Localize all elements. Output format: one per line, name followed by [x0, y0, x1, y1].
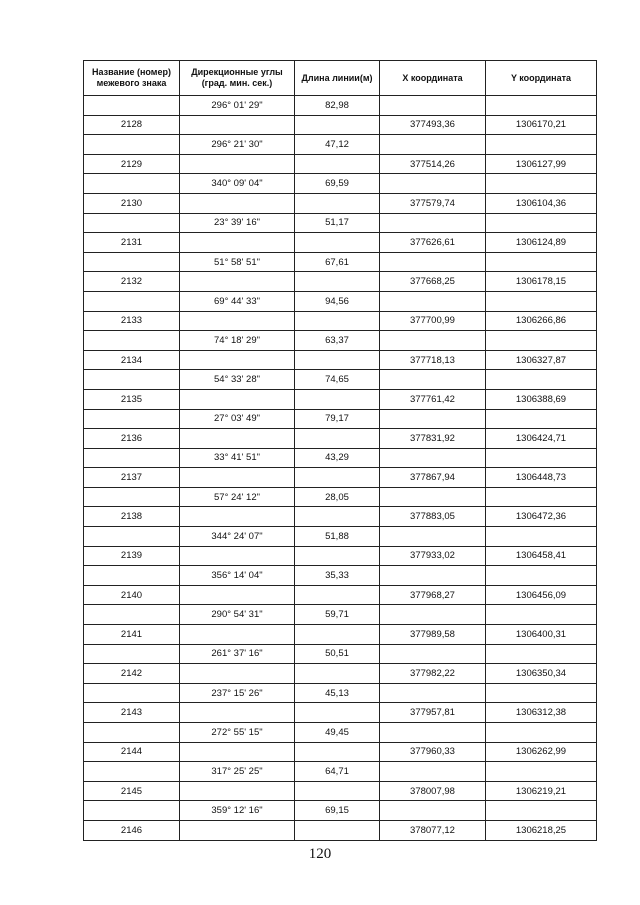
line-length-cell: 59,71 — [295, 605, 380, 625]
marker-name-cell — [84, 409, 180, 429]
x-coordinate-cell: 377867,94 — [380, 468, 486, 488]
line-length-cell: 28,05 — [295, 487, 380, 507]
line-length-cell — [295, 781, 380, 801]
y-coordinate-cell — [486, 174, 597, 194]
x-coordinate-cell — [380, 448, 486, 468]
marker-name-cell: 2139 — [84, 546, 180, 566]
line-length-cell — [295, 193, 380, 213]
line-length-cell — [295, 350, 380, 370]
header-x-coordinate: X координата — [380, 61, 486, 96]
direction-angle-cell: 340° 09' 04" — [180, 174, 295, 194]
y-coordinate-cell — [486, 291, 597, 311]
table-row — [84, 546, 597, 566]
y-coordinate-cell: 1306178,15 — [486, 272, 597, 292]
marker-name-cell — [84, 370, 180, 390]
x-coordinate-cell — [380, 801, 486, 821]
x-coordinate-cell: 377761,42 — [380, 389, 486, 409]
line-length-cell: 74,65 — [295, 370, 380, 390]
table-row — [84, 507, 597, 527]
table-row — [84, 781, 597, 801]
line-length-cell — [295, 703, 380, 723]
direction-angle-cell: 74° 18' 29" — [180, 331, 295, 351]
table-row — [84, 820, 597, 840]
x-coordinate-cell: 377718,13 — [380, 350, 486, 370]
y-coordinate-cell — [486, 644, 597, 664]
marker-name-cell — [84, 723, 180, 743]
line-length-cell — [295, 742, 380, 762]
table-row — [84, 605, 597, 625]
table-row — [84, 625, 597, 645]
marker-name-cell: 2146 — [84, 820, 180, 840]
direction-angle-cell: 296° 01' 29" — [180, 96, 295, 116]
table-row — [84, 252, 597, 272]
direction-angle-cell — [180, 742, 295, 762]
line-length-cell: 49,45 — [295, 723, 380, 743]
y-coordinate-cell: 1306312,38 — [486, 703, 597, 723]
line-length-cell: 51,17 — [295, 213, 380, 233]
direction-angle-cell — [180, 781, 295, 801]
line-length-cell: 47,12 — [295, 135, 380, 155]
marker-name-cell — [84, 174, 180, 194]
y-coordinate-cell — [486, 683, 597, 703]
table-row — [84, 762, 597, 782]
line-length-cell — [295, 546, 380, 566]
table-row — [84, 468, 597, 488]
marker-name-cell — [84, 252, 180, 272]
x-coordinate-cell: 377668,25 — [380, 272, 486, 292]
x-coordinate-cell — [380, 331, 486, 351]
line-length-cell: 63,37 — [295, 331, 380, 351]
line-length-cell — [295, 664, 380, 684]
x-coordinate-cell — [380, 291, 486, 311]
x-coordinate-cell — [380, 644, 486, 664]
marker-name-cell — [84, 448, 180, 468]
direction-angle-cell: 69° 44' 33" — [180, 291, 295, 311]
x-coordinate-cell — [380, 370, 486, 390]
table-row — [84, 135, 597, 155]
table-header-row — [84, 61, 597, 96]
direction-angle-cell — [180, 429, 295, 449]
line-length-cell — [295, 507, 380, 527]
table-row — [84, 272, 597, 292]
line-length-cell: 43,29 — [295, 448, 380, 468]
line-length-cell: 82,98 — [295, 96, 380, 116]
header-y-coordinate: Y координата — [486, 61, 597, 96]
table-row — [84, 742, 597, 762]
y-coordinate-cell — [486, 448, 597, 468]
y-coordinate-cell — [486, 527, 597, 547]
table-row — [84, 429, 597, 449]
line-length-cell: 79,17 — [295, 409, 380, 429]
x-coordinate-cell — [380, 566, 486, 586]
y-coordinate-cell: 1306124,89 — [486, 233, 597, 253]
marker-name-cell: 2142 — [84, 664, 180, 684]
x-coordinate-cell — [380, 409, 486, 429]
table-row — [84, 193, 597, 213]
y-coordinate-cell: 1306458,41 — [486, 546, 597, 566]
y-coordinate-cell — [486, 605, 597, 625]
line-length-cell — [295, 820, 380, 840]
x-coordinate-cell — [380, 174, 486, 194]
marker-name-cell: 2144 — [84, 742, 180, 762]
x-coordinate-cell — [380, 135, 486, 155]
direction-angle-cell — [180, 233, 295, 253]
line-length-cell — [295, 468, 380, 488]
direction-angle-cell — [180, 507, 295, 527]
y-coordinate-cell — [486, 370, 597, 390]
marker-name-cell: 2141 — [84, 625, 180, 645]
line-length-cell: 67,61 — [295, 252, 380, 272]
marker-name-cell — [84, 801, 180, 821]
table-row — [84, 331, 597, 351]
x-coordinate-cell — [380, 252, 486, 272]
line-length-cell: 69,15 — [295, 801, 380, 821]
table-row — [84, 291, 597, 311]
y-coordinate-cell: 1306388,69 — [486, 389, 597, 409]
table-row — [84, 389, 597, 409]
line-length-cell — [295, 311, 380, 331]
y-coordinate-cell — [486, 723, 597, 743]
boundary-markers-table — [83, 60, 597, 841]
y-coordinate-cell — [486, 801, 597, 821]
x-coordinate-cell: 377968,27 — [380, 585, 486, 605]
table-row — [84, 370, 597, 390]
y-coordinate-cell: 1306400,31 — [486, 625, 597, 645]
marker-name-cell: 2135 — [84, 389, 180, 409]
x-coordinate-cell — [380, 527, 486, 547]
marker-name-cell: 2138 — [84, 507, 180, 527]
direction-angle-cell: 359° 12' 16" — [180, 801, 295, 821]
direction-angle-cell: 23° 39' 16" — [180, 213, 295, 233]
direction-angle-cell: 344° 24' 07" — [180, 527, 295, 547]
direction-angle-cell — [180, 703, 295, 723]
y-coordinate-cell — [486, 331, 597, 351]
table-row — [84, 585, 597, 605]
y-coordinate-cell: 1306472,36 — [486, 507, 597, 527]
marker-name-cell: 2129 — [84, 154, 180, 174]
table-row — [84, 703, 597, 723]
y-coordinate-cell — [486, 252, 597, 272]
table-row — [84, 233, 597, 253]
table-row — [84, 644, 597, 664]
line-length-cell: 50,51 — [295, 644, 380, 664]
table-row — [84, 448, 597, 468]
direction-angle-cell: 27° 03' 49" — [180, 409, 295, 429]
marker-name-cell: 2128 — [84, 115, 180, 135]
header-marker-name: Название (номер) межевого знака — [84, 61, 180, 96]
marker-name-cell — [84, 566, 180, 586]
direction-angle-cell — [180, 820, 295, 840]
table-row — [84, 683, 597, 703]
x-coordinate-cell: 377514,26 — [380, 154, 486, 174]
marker-name-cell — [84, 527, 180, 547]
y-coordinate-cell — [486, 135, 597, 155]
direction-angle-cell: 356° 14' 04" — [180, 566, 295, 586]
x-coordinate-cell — [380, 723, 486, 743]
marker-name-cell: 2143 — [84, 703, 180, 723]
marker-name-cell — [84, 213, 180, 233]
marker-name-cell — [84, 644, 180, 664]
table-row — [84, 409, 597, 429]
line-length-cell: 64,71 — [295, 762, 380, 782]
line-length-cell — [295, 389, 380, 409]
marker-name-cell — [84, 762, 180, 782]
x-coordinate-cell: 377989,58 — [380, 625, 486, 645]
header-direction-angle: Дирекционные углы (град. мин. сек.) — [180, 61, 295, 96]
line-length-cell — [295, 429, 380, 449]
line-length-cell — [295, 625, 380, 645]
x-coordinate-cell: 377883,05 — [380, 507, 486, 527]
y-coordinate-cell — [486, 566, 597, 586]
table-row — [84, 96, 597, 116]
direction-angle-cell — [180, 272, 295, 292]
y-coordinate-cell — [486, 213, 597, 233]
x-coordinate-cell — [380, 487, 486, 507]
y-coordinate-cell: 1306448,73 — [486, 468, 597, 488]
x-coordinate-cell: 378007,98 — [380, 781, 486, 801]
direction-angle-cell: 272° 55' 15" — [180, 723, 295, 743]
marker-name-cell — [84, 605, 180, 625]
direction-angle-cell — [180, 350, 295, 370]
direction-angle-cell — [180, 311, 295, 331]
y-coordinate-cell — [486, 487, 597, 507]
x-coordinate-cell: 377700,99 — [380, 311, 486, 331]
direction-angle-cell: 296° 21' 30" — [180, 135, 295, 155]
page-number: 120 — [308, 846, 332, 862]
y-coordinate-cell — [486, 409, 597, 429]
y-coordinate-cell: 1306170,21 — [486, 115, 597, 135]
marker-name-cell — [84, 487, 180, 507]
marker-name-cell: 2133 — [84, 311, 180, 331]
direction-angle-cell — [180, 389, 295, 409]
table-row — [84, 174, 597, 194]
direction-angle-cell: 57° 24' 12" — [180, 487, 295, 507]
direction-angle-cell: 237° 15' 26" — [180, 683, 295, 703]
marker-name-cell: 2145 — [84, 781, 180, 801]
y-coordinate-cell: 1306350,34 — [486, 664, 597, 684]
marker-name-cell — [84, 135, 180, 155]
line-length-cell — [295, 115, 380, 135]
y-coordinate-cell: 1306218,25 — [486, 820, 597, 840]
x-coordinate-cell — [380, 213, 486, 233]
marker-name-cell: 2131 — [84, 233, 180, 253]
marker-name-cell — [84, 291, 180, 311]
x-coordinate-cell: 377933,02 — [380, 546, 486, 566]
x-coordinate-cell — [380, 762, 486, 782]
x-coordinate-cell: 377982,22 — [380, 664, 486, 684]
marker-name-cell — [84, 331, 180, 351]
x-coordinate-cell: 378077,12 — [380, 820, 486, 840]
direction-angle-cell: 33° 41' 51" — [180, 448, 295, 468]
x-coordinate-cell — [380, 96, 486, 116]
marker-name-cell — [84, 683, 180, 703]
direction-angle-cell — [180, 193, 295, 213]
direction-angle-cell — [180, 585, 295, 605]
y-coordinate-cell: 1306262,99 — [486, 742, 597, 762]
table-row — [84, 115, 597, 135]
x-coordinate-cell — [380, 683, 486, 703]
table-row — [84, 350, 597, 370]
table-row — [84, 311, 597, 331]
y-coordinate-cell: 1306327,87 — [486, 350, 597, 370]
direction-angle-cell — [180, 115, 295, 135]
direction-angle-cell — [180, 625, 295, 645]
y-coordinate-cell: 1306456,09 — [486, 585, 597, 605]
direction-angle-cell: 54° 33' 28" — [180, 370, 295, 390]
marker-name-cell: 2134 — [84, 350, 180, 370]
table-row — [84, 723, 597, 743]
marker-name-cell: 2140 — [84, 585, 180, 605]
marker-name-cell — [84, 96, 180, 116]
direction-angle-cell — [180, 664, 295, 684]
line-length-cell — [295, 154, 380, 174]
line-length-cell: 45,13 — [295, 683, 380, 703]
x-coordinate-cell — [380, 605, 486, 625]
y-coordinate-cell: 1306127,99 — [486, 154, 597, 174]
table-row — [84, 213, 597, 233]
x-coordinate-cell: 377960,33 — [380, 742, 486, 762]
x-coordinate-cell: 377957,81 — [380, 703, 486, 723]
table-row — [84, 527, 597, 547]
header-line-length: Длина линии(м) — [295, 61, 380, 96]
marker-name-cell: 2137 — [84, 468, 180, 488]
direction-angle-cell: 317° 25' 25" — [180, 762, 295, 782]
table-row — [84, 566, 597, 586]
line-length-cell — [295, 272, 380, 292]
line-length-cell: 51,88 — [295, 527, 380, 547]
table-row — [84, 801, 597, 821]
line-length-cell: 94,56 — [295, 291, 380, 311]
line-length-cell — [295, 233, 380, 253]
direction-angle-cell — [180, 546, 295, 566]
table-row — [84, 154, 597, 174]
table-row — [84, 487, 597, 507]
y-coordinate-cell: 1306266,86 — [486, 311, 597, 331]
x-coordinate-cell: 377626,61 — [380, 233, 486, 253]
direction-angle-cell: 290° 54' 31" — [180, 605, 295, 625]
y-coordinate-cell: 1306219,21 — [486, 781, 597, 801]
marker-name-cell: 2130 — [84, 193, 180, 213]
y-coordinate-cell — [486, 762, 597, 782]
direction-angle-cell: 51° 58' 51" — [180, 252, 295, 272]
x-coordinate-cell: 377831,92 — [380, 429, 486, 449]
y-coordinate-cell: 1306104,36 — [486, 193, 597, 213]
line-length-cell: 69,59 — [295, 174, 380, 194]
direction-angle-cell — [180, 468, 295, 488]
line-length-cell: 35,33 — [295, 566, 380, 586]
line-length-cell — [295, 585, 380, 605]
marker-name-cell: 2132 — [84, 272, 180, 292]
y-coordinate-cell: 1306424,71 — [486, 429, 597, 449]
table-body — [84, 96, 597, 841]
direction-angle-cell: 261° 37' 16" — [180, 644, 295, 664]
x-coordinate-cell: 377493,36 — [380, 115, 486, 135]
direction-angle-cell — [180, 154, 295, 174]
table-row — [84, 664, 597, 684]
y-coordinate-cell — [486, 96, 597, 116]
marker-name-cell: 2136 — [84, 429, 180, 449]
x-coordinate-cell: 377579,74 — [380, 193, 486, 213]
